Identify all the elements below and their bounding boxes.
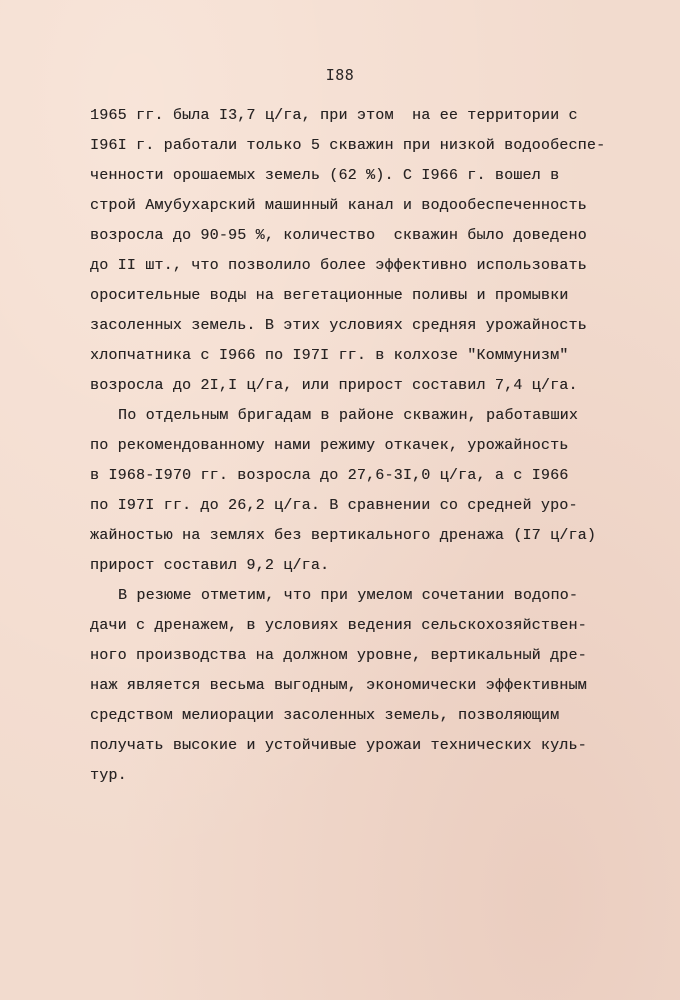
text-line: прирост составил 9,2 ц/га. xyxy=(90,557,330,574)
text-line: наж является весьма выгодным, экономически эффективным xyxy=(90,677,587,694)
text-line: дачи с дренажем, в условиях ведения сельскохозяйствен- xyxy=(90,617,587,634)
text-line: возросла до 90-95 %, количество скважин было доведено xyxy=(90,227,587,244)
text-line: в I968-I970 гг. возросла до 27,6-3I,0 ц/га, а с I966 xyxy=(90,467,569,484)
text-line: 1965 гг. была I3,7 ц/га, при этом на ее территории с xyxy=(90,107,578,124)
text-line: получать высокие и устойчивые урожаи технических куль- xyxy=(90,737,587,754)
paragraph-start-line: В резюме отметим, что при умелом сочетании водопо- xyxy=(118,587,579,604)
text-line: до II шт., что позволило более эффективно использовать xyxy=(90,257,587,274)
text-line: I96I г. работали только 5 скважин при низкой водообеспе- xyxy=(90,137,606,154)
text-line: тур. xyxy=(90,767,127,784)
text-line: ченности орошаемых земель (62 %). С I966 г. вошел в xyxy=(90,167,560,184)
text-line: засоленных земель. В этих условиях средняя урожайность xyxy=(90,317,587,334)
text-line: возросла до 2I,I ц/га, или прирост составил 7,4 ц/га. xyxy=(90,377,578,394)
text-line: по рекомендованному нами режиму откачек, урожайность xyxy=(90,437,569,454)
text-line: ного производства на должном уровне, вертикальный дре- xyxy=(90,647,587,664)
page-number: I88 xyxy=(325,66,355,84)
text-line: по I97I гг. до 26,2 ц/га. В сравнении со средней уро- xyxy=(90,497,578,514)
text-line: оросительные воды на вегетационные поливы и промывки xyxy=(90,287,569,304)
text-line: средством мелиорации засоленных земель, позволяющим xyxy=(90,707,560,724)
paragraph-start-line: По отдельным бригадам в районе скважин, работавших xyxy=(118,407,579,424)
text-line: жайностью на землях без вертикального дренажа (I7 ц/га) xyxy=(90,527,597,544)
text-line: хлопчатника с I966 по I97I гг. в колхозе "Коммунизм" xyxy=(90,347,569,364)
text-line: строй Амубухарский машинный канал и водообеспеченность xyxy=(90,197,587,214)
